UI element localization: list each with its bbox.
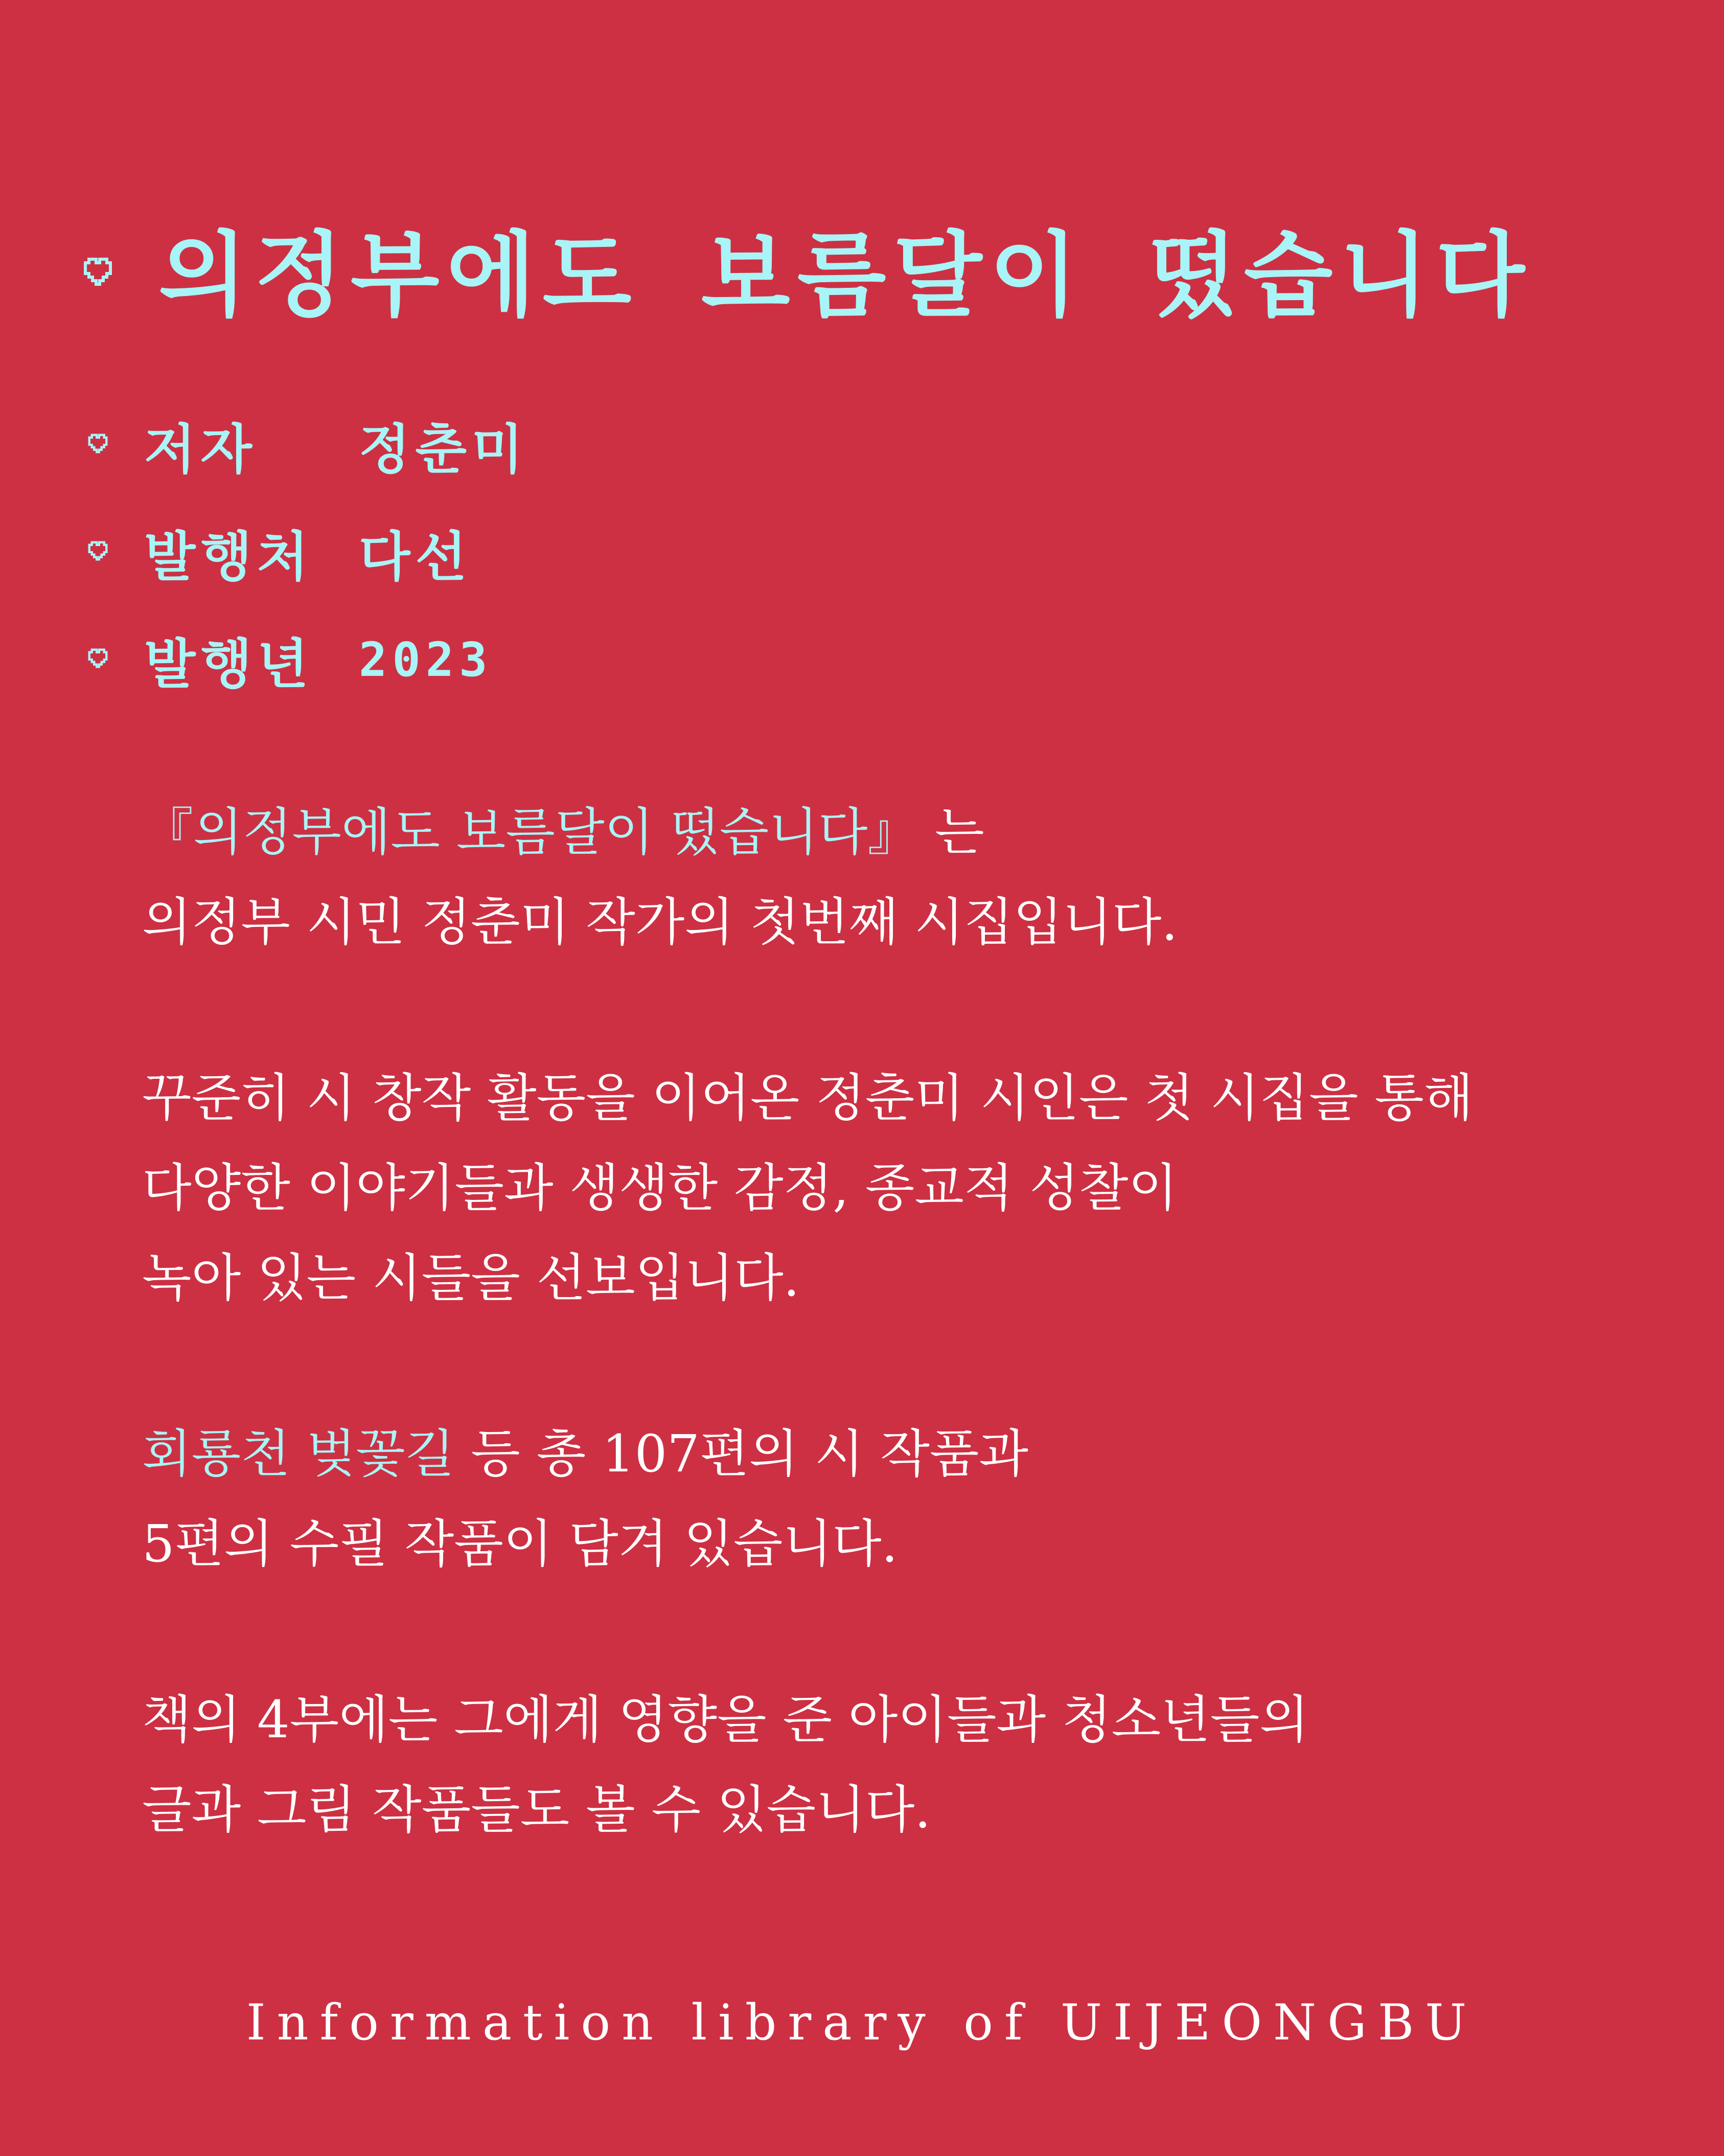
description-text: 는 — [918, 802, 984, 862]
year-value: 2023 — [359, 632, 493, 687]
description-line — [142, 1409, 1675, 1499]
meta-year-row — [87, 624, 493, 695]
description-line: 글과 그림 작품들도 볼 수 있습니다. — [142, 1780, 931, 1840]
description-line: 5편의 수필 작품이 담겨 있습니다. — [142, 1514, 898, 1574]
author-value: 정춘미 — [359, 418, 528, 481]
footer-credit: Information library of UIJEONGBU — [246, 1994, 1478, 2051]
meta-author-row — [87, 409, 528, 481]
description-text: 등 총 107편의 시 작품과 — [454, 1424, 1028, 1484]
description-line: 책의 4부에는 그에게 영향을 준 아이들과 청소년들의 — [142, 1690, 1309, 1750]
meta-publisher-row — [87, 516, 472, 588]
publisher-label: 발행처 — [144, 526, 314, 588]
title-heart-icon — [82, 256, 118, 291]
description-line: 다양한 이야기들과 생생한 감정, 종교적 성찰이 — [142, 1158, 1178, 1218]
publisher-value: 다선 — [359, 526, 472, 588]
author-label: 저자 — [144, 418, 257, 481]
description-line — [142, 787, 1675, 877]
book-description — [142, 787, 1675, 1855]
description-line: 녹아 있는 시들을 선보입니다. — [142, 1248, 800, 1308]
description-line: 꾸준히 시 창작 활동을 이어온 정춘미 시인은 첫 시집을 통해 — [142, 1068, 1474, 1128]
heart-icon — [87, 647, 111, 672]
heart-icon — [87, 540, 111, 564]
poem-highlight: 회룡천 벚꽃길 — [142, 1424, 455, 1484]
year-label: 발행년 — [144, 633, 314, 695]
heart-icon — [87, 433, 111, 457]
description-line: 의정부 시민 정춘미 작가의 첫번째 시집입니다. — [142, 892, 1178, 952]
title-quote: 『의정부에도 보름달이 떴습니다』 — [142, 802, 919, 862]
book-title: 의정부에도 보름달이 떴습니다 — [158, 222, 1532, 329]
